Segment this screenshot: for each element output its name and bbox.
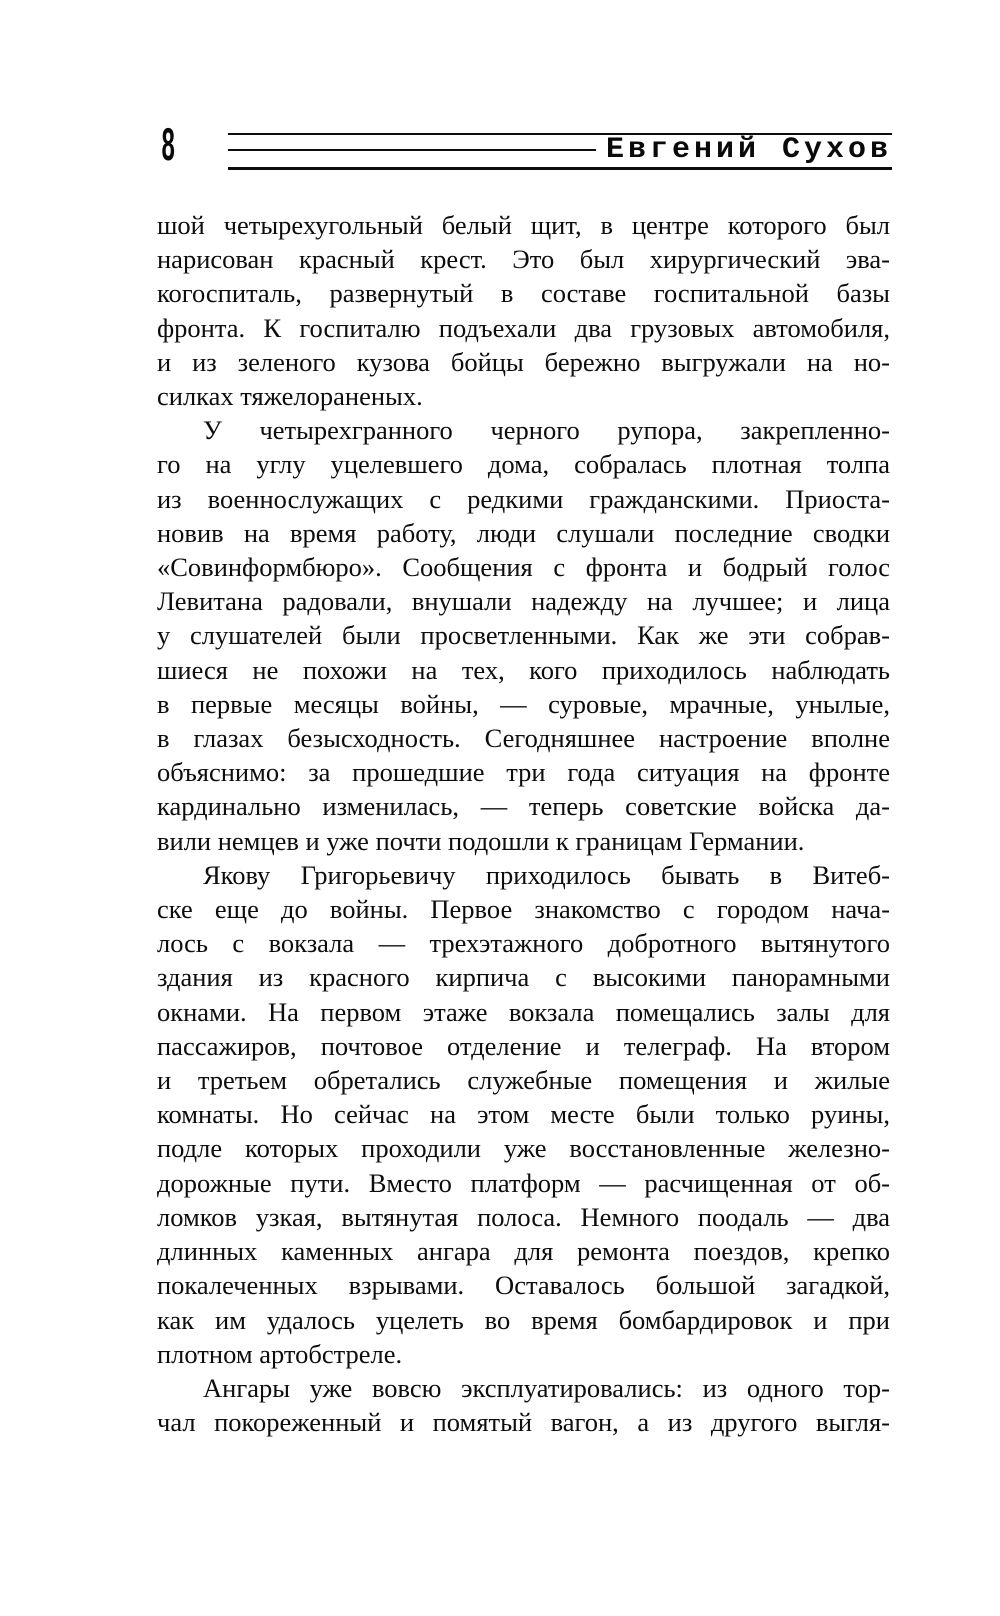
- text-line: комнаты. Но сейчас на этом месте были только руины,: [157, 1099, 890, 1130]
- text-line: окнами. На первом этаже вокзала помещались залы для: [157, 996, 890, 1027]
- text-line: в первые месяцы войны, — суровые, мрачные, унылые,: [157, 688, 890, 719]
- header-middle-row: [228, 133, 892, 167]
- running-head-author: Евгений Сухов: [605, 133, 892, 167]
- text-line: ломков узкая, вытянутая полоса. Немного поодаль — два: [157, 1201, 890, 1232]
- header-rule-bottom: [228, 167, 892, 170]
- text-line: подле которых проходили уже восстановленные железно-: [157, 1133, 890, 1164]
- text-line: новив на время работу, люди слушали последние сводки: [157, 517, 890, 548]
- text-line: Левитана радовали, внушали надежду на лучшее; и лица: [157, 586, 890, 617]
- text-line: шиеся не похожи на тех, кого приходилось наблюдать: [157, 654, 890, 685]
- text-line: силках тяжелораненых.: [157, 381, 423, 412]
- text-line: чал покореженный и помятый вагон, а из другого выгля-: [157, 1407, 890, 1438]
- text-line: в глазах безысходность. Сегодняшнее настроение вполне: [157, 723, 890, 754]
- text-line: как им удалось уцелеть во время бомбардировок и при: [157, 1304, 890, 1335]
- text-line: фронта. К госпиталю подъехали два грузовых автомобиля,: [157, 312, 890, 343]
- text-line: Ангары уже вовсю эксплуатировались: из одного тор-: [203, 1372, 890, 1403]
- text-line: У четырехгранного черного рупора, закрепленно-: [203, 415, 890, 446]
- text-line: у слушателей были просветленными. Как же эти собрав-: [157, 620, 890, 651]
- page-number: 8: [161, 121, 176, 175]
- text-line: ске еще до войны. Первое знакомство с городом нача-: [157, 894, 890, 925]
- text-line: и из зеленого кузова бойцы бережно выгружали на но-: [157, 346, 890, 377]
- text-line: го на углу уцелевшего дома, собралась плотная толпа: [157, 449, 890, 480]
- text-line: плотном артобстреле.: [157, 1338, 403, 1369]
- text-line: и третьем обретались служебные помещения и жилые: [157, 1065, 890, 1096]
- text-line: нарисован красный крест. Это был хирургический эва-: [157, 244, 890, 275]
- text-line: объяснимо: за прошедшие три года ситуация на фронте: [157, 757, 890, 788]
- header-rule-block: [228, 133, 892, 173]
- text-line: кардинально изменилась, — теперь советские войска да-: [157, 791, 890, 822]
- header-rule-middle: [228, 149, 596, 151]
- text-line: покалеченных взрывами. Оставалось большой загадкой,: [157, 1270, 890, 1301]
- body-text: [157, 208, 890, 1439]
- text-line: пассажиров, почтовое отделение и телеграф. На втором: [157, 1030, 890, 1061]
- text-line: из военнослужащих с редкими гражданскими. Приоста-: [157, 483, 890, 514]
- page-header: [157, 121, 892, 176]
- text-line: здания из красного кирпича с высокими панорамными: [157, 962, 890, 993]
- text-line: дорожные пути. Вместо платформ — расчищенная от об-: [157, 1167, 890, 1198]
- text-line: когоспиталь, развернутый в составе госпитальной базы: [157, 278, 890, 309]
- text-line: длинных каменных ангара для ремонта поездов, крепко: [157, 1236, 890, 1267]
- text-line: вили немцев и уже почти подошли к границам Германии.: [157, 825, 805, 856]
- text-line: Якову Григорьевичу приходилось бывать в Витеб-: [203, 859, 890, 890]
- text-line: лось с вокзала — трехэтажного добротного вытянутого: [157, 928, 890, 959]
- text-line: шой четырехугольный белый щит, в центре которого был: [157, 210, 890, 240]
- text-line: «Совинформбюро». Сообщения с фронта и бодрый голос: [157, 552, 890, 583]
